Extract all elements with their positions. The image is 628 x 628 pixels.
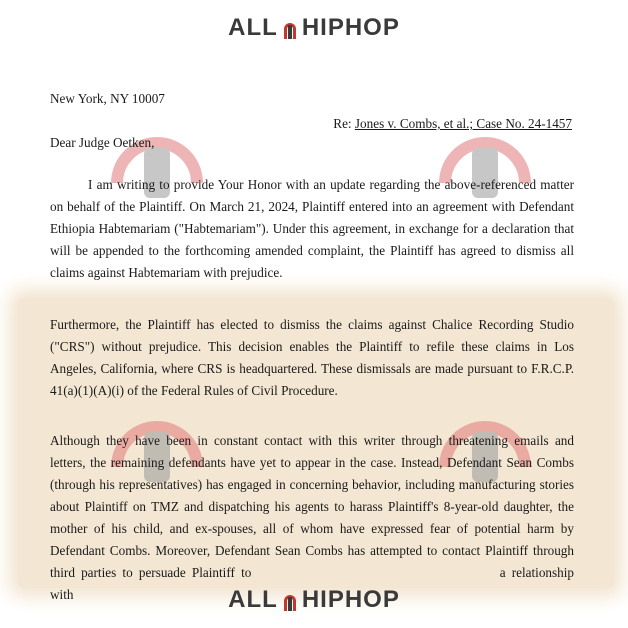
paragraph-3-body: Although they have been in constant contact with this writer through threatening emails and letters, the remaining defendants have yet to appear in the case. Instead, Defendant Sean Combs (through his representatives) has engaged in concerning behavior, including manufacturing stories about Plaintiff on TMZ and dispatching his agents to harass Plaintiff's 8-year-old daughter, the mother of his child, and ex-spouses, all of whom have expressed fear of potential harm by Defendant Combs. Moreover, Defendant Sean Combs has attempted to contact Plaintiff through third parties to persuade Plaintiff to xyxy=(50,433,574,580)
site-logo xyxy=(0,14,628,42)
footer-logo-text-left: ALL xyxy=(228,586,278,613)
logo-text-left: ALL xyxy=(228,14,278,41)
paragraph-2-text: Furthermore, the Plaintiff has elected to dismiss the claims against Chalice Recording Studio ("CRS") without prejudice. This decision enables the Plaintiff to refile these claims in Los Angeles, California, where CRS is headquartered. These dismissals are made pursuant to F.R.C.P. 41(a)(1)(A)(i) of the Federal Rules of Civil Procedure. xyxy=(50,317,574,398)
paragraph-2 xyxy=(50,314,574,402)
letter-address: New York, NY 10007 xyxy=(50,91,165,106)
logo-text-right: HIPHOP xyxy=(301,14,400,41)
paragraph-1-text: I am writing to provide Your Honor with an update regarding the above-referenced matter on behalf of the Plaintiff. On March 21, 2024, Plaintiff entered into an agreement with Defendant Ethiopia Habtemariam ("Habtemariam"). Under this agreement, in exchange for a declaration that will be appended to the forthcoming amended complaint, the Plaintiff has agreed to dismiss all claims against Habtemariam with prejudice. xyxy=(50,177,574,280)
salutation: Dear Judge Oetken, xyxy=(50,135,155,150)
paragraph-3 xyxy=(50,430,574,606)
paragraph-3-text xyxy=(50,430,574,606)
mic-icon xyxy=(282,15,298,41)
re-line xyxy=(333,116,572,132)
re-case: Jones v. Combs, et al.; Case No. 24-1457 xyxy=(354,116,572,131)
footer-logo xyxy=(0,586,628,614)
paragraph-3-tail: a relationship with xyxy=(50,565,574,602)
footer-logo-text-right: HIPHOP xyxy=(301,586,400,613)
paragraph-1 xyxy=(50,174,574,284)
re-prefix: Re: xyxy=(333,116,355,131)
footer-mic-icon xyxy=(282,587,298,613)
